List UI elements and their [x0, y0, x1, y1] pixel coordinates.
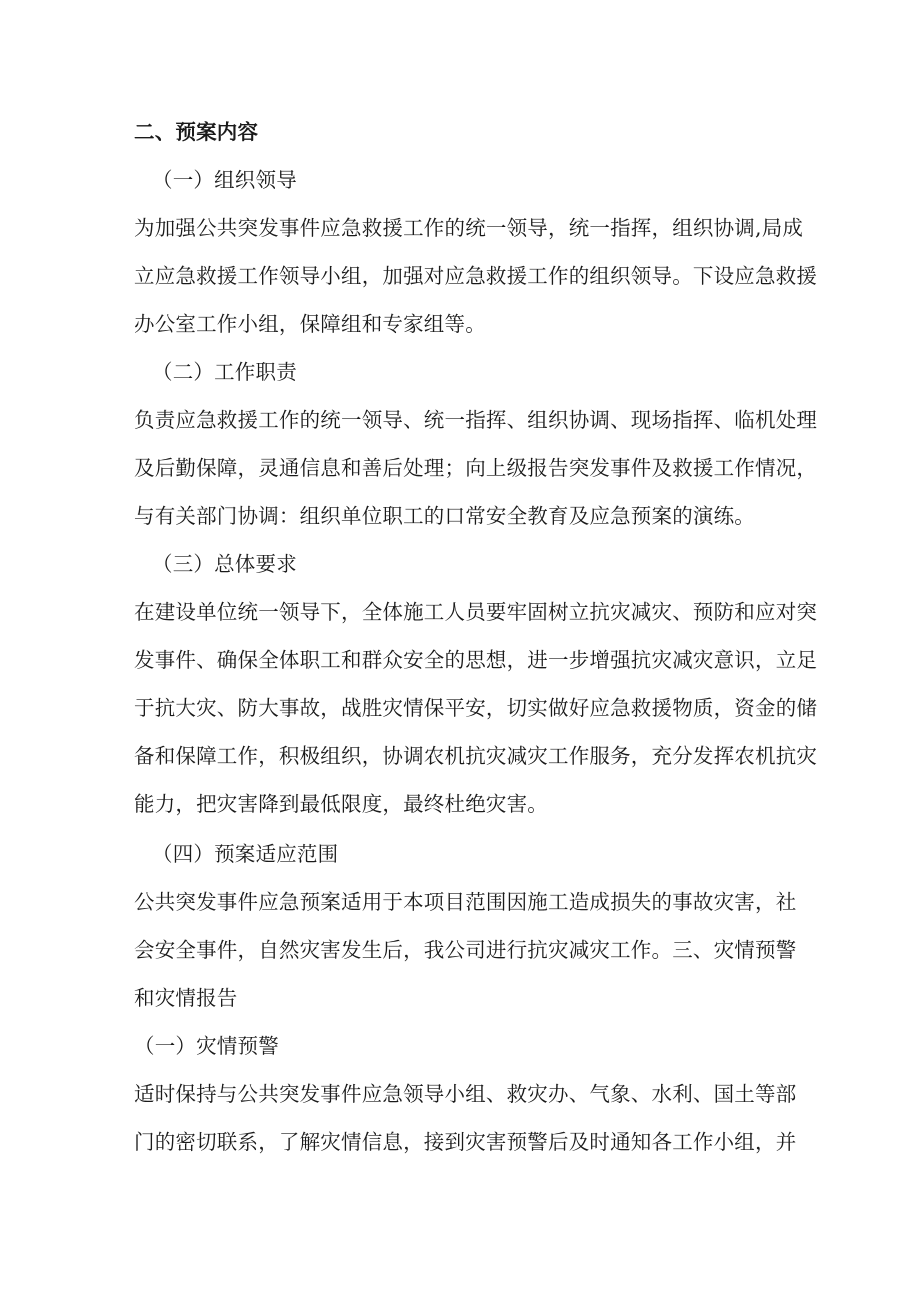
paragraph-line: 及后勤保障，灵通信息和善后处理；向上级报告突发事件及救援工作情况， [134, 456, 818, 480]
paragraph-line: 公共突发事件应急预案适用于本项目范围因施工造成损失的事故灾害，社 [134, 890, 797, 914]
paragraph-line: 和灾情报告 [134, 986, 238, 1010]
paragraph-line: 能力，把灾害降到最低限度，最终杜绝灾害。 [134, 792, 548, 816]
subsection-heading-duties: （二）工作职责 [152, 360, 297, 384]
paragraph-line: 发事件、确保全体职工和群众安全的思想，进一步增强抗灾减灾意识，立足 [134, 648, 818, 672]
paragraph-line: 会安全事件，自然灾害发生后，我公司进行抗灾减灾工作。三、灾情预警 [134, 938, 797, 962]
paragraph-line: 备和保障工作，积极组织，协调农机抗灾减灾工作服务，充分发挥农机抗灾 [134, 744, 818, 768]
subsection-heading-scope: （四）预案适应范围 [152, 842, 339, 866]
paragraph-line: 适时保持与公共突发事件应急领导小组、救灾办、气象、水利、国土等部 [134, 1082, 797, 1106]
paragraph-line: 立应急救援工作领导小组，加强对应急救援工作的组织领导。下设应急救援 [134, 264, 818, 288]
subsection-heading-organization: （一）组织领导 [152, 168, 297, 192]
paragraph-line: 门的密切联系，了解灾情信息，接到灾害预警后及时通知各工作小组，并 [134, 1130, 797, 1154]
paragraph-line: 为加强公共突发事件应急救援工作的统一领导，统一指挥，组织协调,局成 [134, 216, 804, 240]
paragraph-line: 在建设单位统一领导下，全体施工人员要牢固树立抗灾减灾、预防和应对突 [134, 600, 818, 624]
paragraph-line: 与有关部门协调：组织单位职工的口常安全教育及应急预案的演练。 [134, 504, 755, 528]
subsection-heading-requirements: （三）总体要求 [152, 552, 297, 576]
subsection-heading-warning: （一）灾情预警 [134, 1034, 279, 1058]
paragraph-line: 于抗大灾、防大事故，战胜灾情保平安，切实做好应急救援物质，资金的储 [134, 696, 818, 720]
section-title: 二、预案内容 [134, 120, 259, 144]
paragraph-line: 办公室工作小组，保障组和专家组等。 [134, 312, 486, 336]
paragraph-line: 负责应急救援工作的统一领导、统一指挥、组织协调、现场指挥、临机处理 [134, 408, 818, 432]
